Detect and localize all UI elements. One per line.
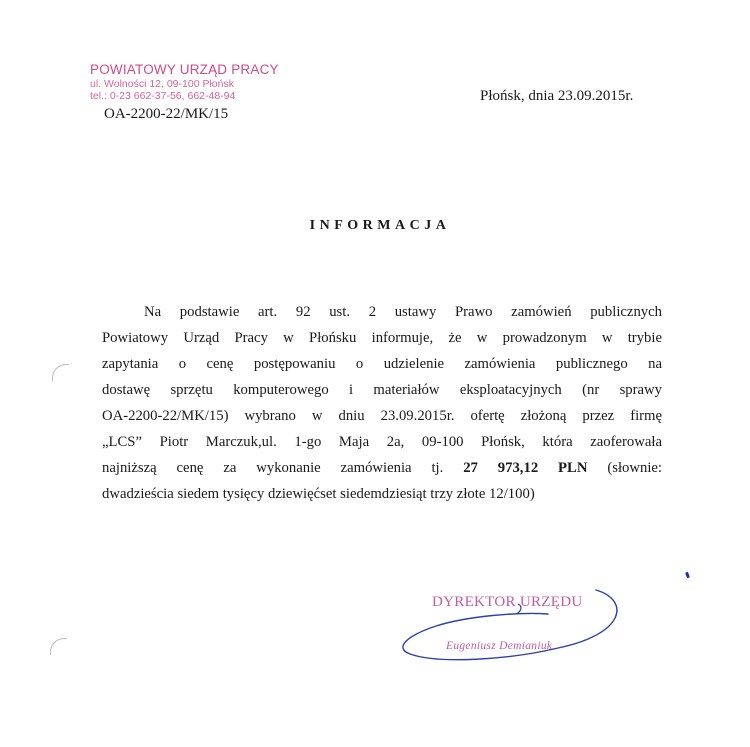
punch-hole-mark	[52, 364, 69, 381]
place-and-date: Płońsk, dnia 23.09.2015r.	[480, 88, 634, 104]
stamp-address: ul. Wolności 12, 09-100 Płońsk	[90, 78, 234, 90]
body-line: OA-2200-22/MK/15) wybrano w dniu 23.09.2015r. ofertę złożoną przez firmę	[102, 408, 662, 424]
office-stamp	[90, 62, 279, 102]
punch-hole-mark	[50, 638, 67, 655]
body-line: Powiatowy Urząd Pracy w Płońsku informuje, że w prowadzonym w trybie	[102, 330, 662, 346]
body-line-amount	[102, 455, 662, 481]
body-line: dwadzieścia siedem tysięcy dziewięćset siedemdziesiąt trzy złote 12/100)	[102, 486, 535, 502]
reference-number: OA-2200-22/MK/15	[104, 106, 229, 122]
body-line: Na podstawie art. 92 ust. 2 ustawy Prawo zamówień publicznych	[144, 304, 662, 320]
document-body	[102, 299, 662, 507]
body-line: dostawę sprzętu komputerowego i materiałów eksploatacyjnych (nr sprawy	[102, 382, 662, 398]
body-line: „LCS” Piotr Marczuk,ul. 1-go Maja 2a, 09-100 Płońsk, która zaoferowała	[102, 434, 662, 450]
body-text: (słownie:	[587, 460, 662, 476]
signature-stamp-title: DYREKTOR URZĘDU	[432, 594, 583, 610]
body-line: zapytania o cenę postępowaniu o udzielenie zamówienia publicznego na	[102, 356, 662, 372]
offer-amount: 27 973,12 PLN	[463, 460, 588, 476]
stamp-office-name: POWIATOWY URZĄD PRACY	[90, 62, 279, 77]
stamp-phone: tel.: 0-23 662-37-56, 662-48-94	[90, 90, 236, 102]
ink-speck	[685, 572, 690, 579]
document-title: INFORMACJA	[309, 218, 451, 233]
signature-stamp-name: Eugeniusz Demianiuk	[446, 640, 553, 652]
body-text: najniższą cenę za wykonanie zamówienia tj.	[102, 460, 464, 476]
